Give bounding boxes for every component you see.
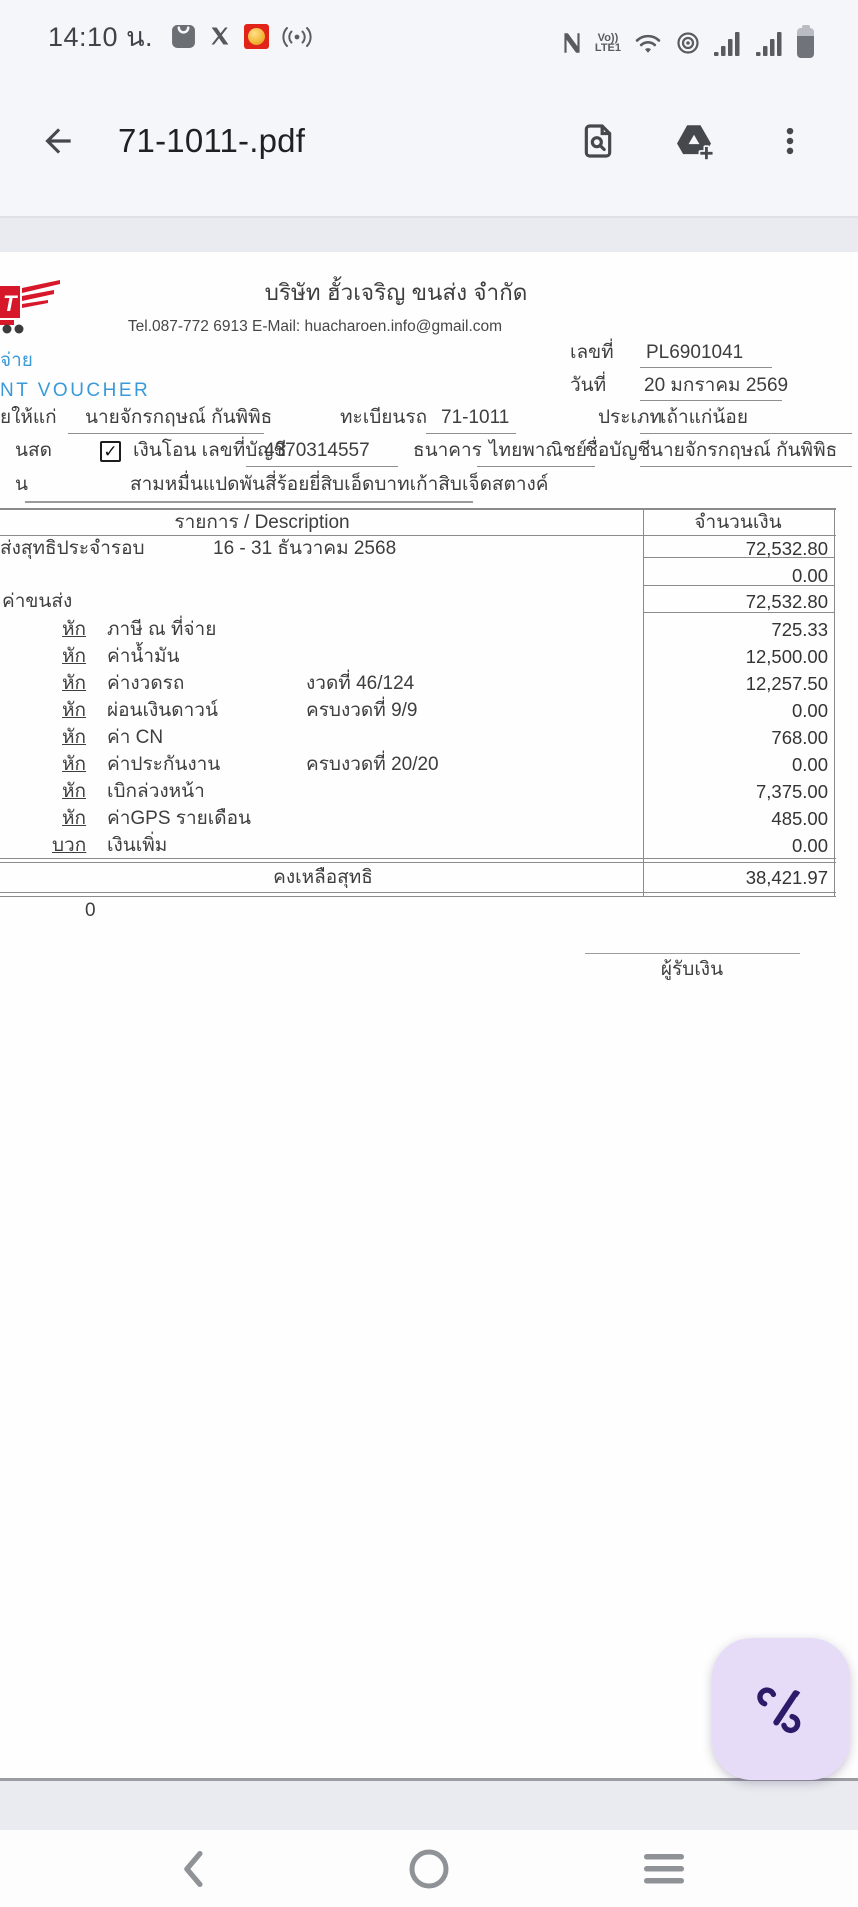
- cellular-signal-icon-sim2: [755, 30, 785, 57]
- signature-pen-icon: [753, 1681, 809, 1737]
- total-row-bottom-border: [0, 892, 836, 893]
- red-app-notification-icon: [244, 24, 269, 49]
- voucher-line-item: หัก ค่าน้ำมัน 12,500.00: [62, 646, 828, 667]
- underline: [25, 501, 473, 503]
- amount-in-words: สามหมื่นแปดพันสี่ร้อยยี่สิบเอ็ดบาทเก้าสิบเจ็ดสตางค์: [130, 474, 549, 495]
- doc-date-label: วันที่: [570, 375, 607, 396]
- back-button[interactable]: [30, 113, 86, 169]
- nav-recents-button[interactable]: [604, 1830, 724, 1907]
- status-bar: [0, 0, 858, 66]
- type-label: ประเภท: [598, 407, 663, 428]
- annotate-pdf-fab[interactable]: [712, 1638, 850, 1780]
- nav-recents-menu-icon: [642, 1851, 686, 1887]
- signature-label: ผู้รับเงิน: [660, 959, 724, 980]
- company-name: บริษัท ฮั้วเจริญ ขนส่ง จำกัด: [264, 280, 528, 305]
- top-chrome: [0, 0, 858, 218]
- underline: [640, 367, 772, 368]
- gold-coin-glyph: [248, 28, 265, 45]
- signature-line: [585, 953, 800, 954]
- svg-text:T: T: [3, 291, 17, 316]
- voucher-line-item: ค่าขนส่ง 72,532.80: [2, 591, 828, 612]
- document-title: 71-1011-.pdf: [118, 122, 306, 159]
- total-label: คงเหลือสุทธิ: [273, 867, 373, 888]
- underline: [640, 466, 852, 467]
- voucher-title-fragment: จ่าย: [0, 350, 33, 371]
- voucher-line-item: ส่งสุทธิประจำรอบ 16 - 31 ธันวาคม 2568 72,532.80: [0, 538, 828, 559]
- add-to-drive-button[interactable]: [666, 113, 722, 169]
- transfer-label: เงินโอน เลขที่บัญชี: [133, 440, 287, 461]
- company-contact-line: Tel.087-772 6913 E-Mail: huacharoen.info@gmail.com: [127, 318, 503, 335]
- more-options-button[interactable]: [762, 113, 818, 169]
- volte-icon: Vo)) LTE1: [594, 32, 621, 54]
- doc-no-label: เลขที่: [570, 342, 614, 363]
- doc-no-value: PL6901041: [646, 342, 744, 363]
- nav-home-button[interactable]: [369, 1830, 489, 1907]
- underline: [68, 433, 264, 434]
- total-row-bottom-border: [0, 896, 836, 897]
- pay-to-label-fragment: ยให้แก่: [0, 407, 57, 428]
- find-in-document-button[interactable]: [570, 113, 626, 169]
- hotspot-icon: [675, 30, 701, 56]
- app-bar-actions: [570, 113, 840, 169]
- cellular-signal-icon-sim1: [713, 30, 743, 57]
- transfer-checkbox[interactable]: ✓: [100, 441, 121, 462]
- system-navigation-bar: [0, 1830, 858, 1907]
- voucher-subtitle-fragment: NT VOUCHER: [0, 380, 151, 401]
- voucher-line-item: หัก ผ่อนเงินดาวน์ ครบงวดที่ 9/9 0.00: [62, 700, 828, 721]
- voucher-line-item: 0.00: [791, 565, 828, 586]
- account-name-value: นายจักรกฤษณ์ กันพิพิธ: [650, 440, 838, 461]
- amount-words-label-fragment: น: [15, 474, 28, 495]
- total-row-top-border: [0, 862, 836, 863]
- type-value: เถ้าแก่น้อย: [660, 407, 748, 428]
- underline: [246, 466, 398, 467]
- doc-date-value: 20 มกราคม 2569: [644, 375, 789, 396]
- pdf-viewport[interactable]: [0, 220, 858, 1830]
- table-header-amount: จำนวนเงิน: [694, 512, 782, 533]
- x-app-notification-icon: [208, 25, 232, 49]
- nav-home-circle-icon: [407, 1847, 451, 1891]
- account-name-label: ชื่อบัญชี: [585, 440, 651, 461]
- nav-back-button[interactable]: [134, 1830, 254, 1907]
- total-amount: 38,421.97: [745, 867, 828, 888]
- payee-name: นายจักรกฤษณ์ กันพิพิธ: [85, 407, 273, 428]
- underline: [426, 433, 516, 434]
- underline: [477, 466, 595, 467]
- pdf-page: [0, 252, 858, 1781]
- vehicle-label: ทะเบียนรถ: [340, 407, 428, 428]
- voucher-line-item: หัก ค่าGPS รายเดือน 485.00: [62, 808, 828, 829]
- voucher-line-item: บวก เงินเพิ่ม 0.00: [52, 835, 828, 856]
- app-bar: [0, 66, 858, 216]
- page-zero-text: 0: [85, 900, 96, 921]
- wifi-icon: [633, 31, 663, 55]
- account-number: 4370314557: [264, 440, 370, 461]
- voucher-line-item: หัก ค่างวดรถ งวดที่ 46/124 12,257.50: [62, 673, 828, 694]
- status-clock: 14:10 น.: [48, 22, 154, 52]
- table-header-description: รายการ / Description: [174, 512, 350, 533]
- voucher-line-item: หัก ค่า CN 768.00: [62, 727, 828, 748]
- live-broadcast-notification-icon: [281, 25, 313, 49]
- bank-label: ธนาคาร: [413, 440, 482, 461]
- shopping-bag-notification-icon: [171, 24, 196, 49]
- battery-icon: [797, 28, 814, 58]
- underline: [640, 433, 852, 434]
- nav-back-chevron-icon: [179, 1850, 209, 1888]
- voucher-line-item: หัก ภาษี ณ ที่จ่าย 725.33: [62, 619, 828, 640]
- company-truck-logo: [0, 276, 64, 343]
- bank-value: ไทยพาณิชย์: [489, 440, 588, 461]
- cash-label-fragment: นสด: [15, 440, 52, 461]
- nfc-icon: [561, 30, 583, 56]
- voucher-line-item: หัก เบิกล่วงหน้า 7,375.00: [62, 781, 828, 802]
- underline: [640, 400, 782, 401]
- vehicle-value: 71-1011: [441, 407, 510, 428]
- voucher-line-item: หัก ค่าประกันงาน ครบงวดที่ 20/20 0.00: [62, 754, 828, 775]
